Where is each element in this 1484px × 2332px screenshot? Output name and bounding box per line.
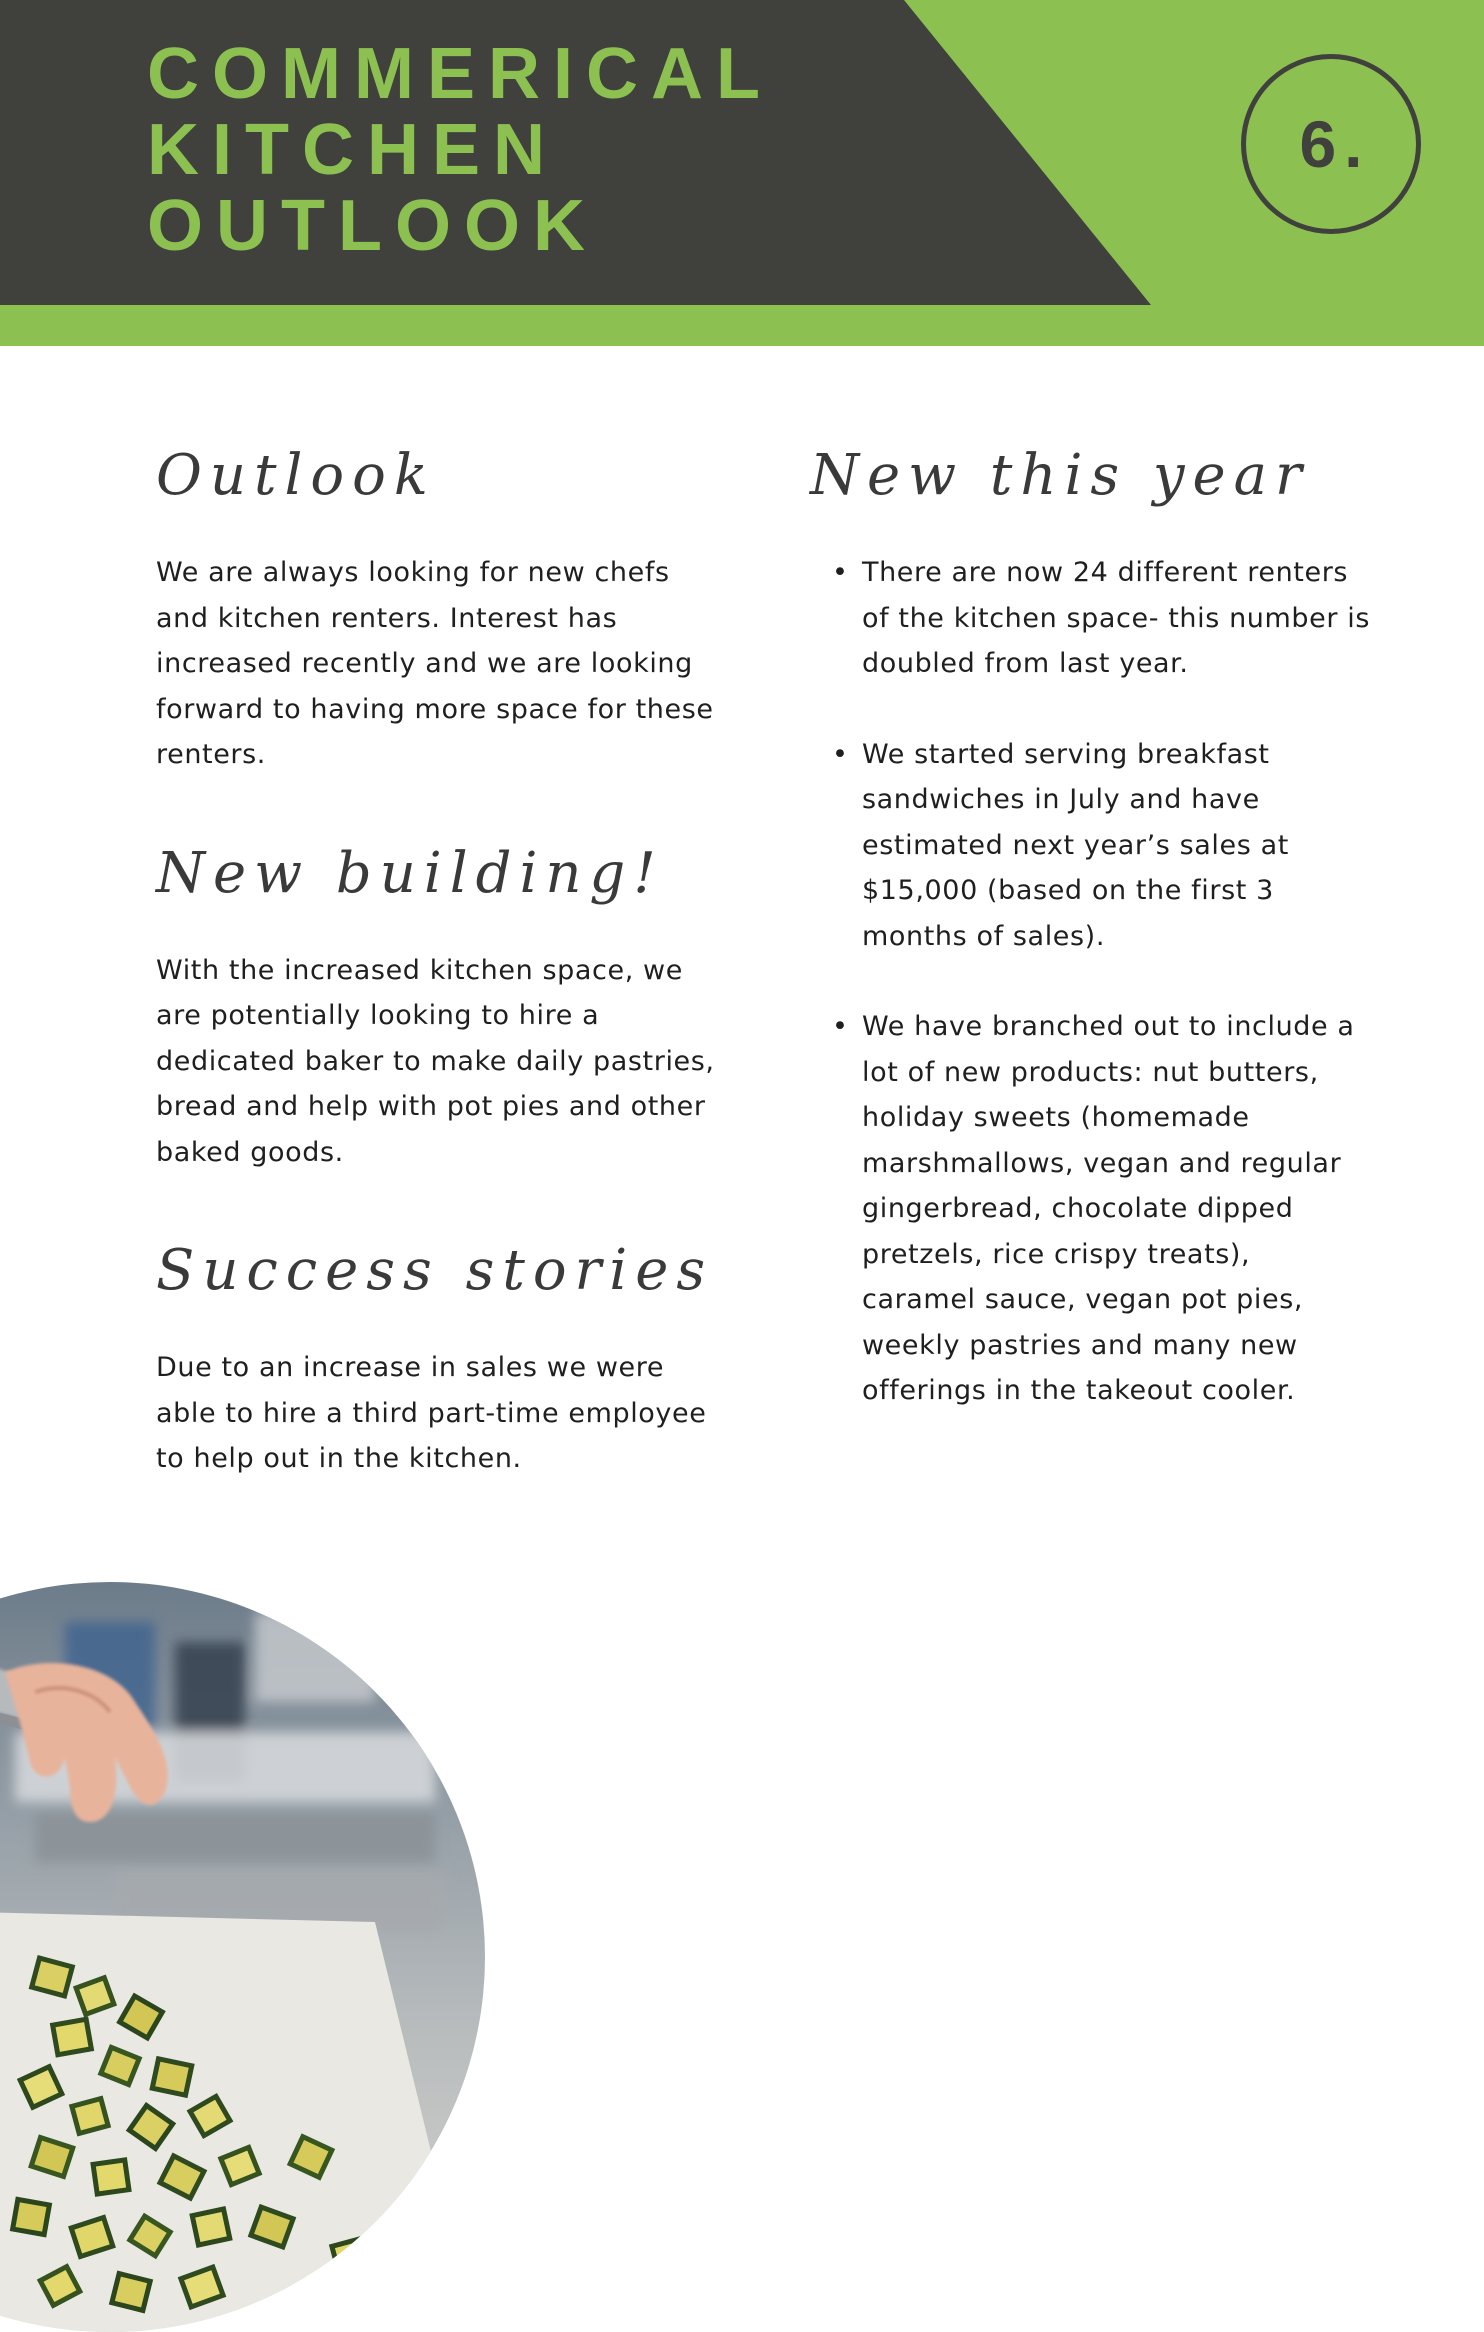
- outlook-text: We are always looking for new chefs and kitchen renters. Interest has increased recently and we are looking forward to having more space for these renters.: [156, 557, 714, 770]
- list-item: [810, 1004, 1370, 1414]
- list-item-text: There are now 24 different renters of the kitchen space- this number is doubled from last year.: [862, 557, 1370, 679]
- list-item-text: We have branched out to include a lot of new products: nut butters, holiday sweets (homemade marshmallows, vegan and regular gingerbread, chocolate dipped pretzels, rice crispy treats), caramel sauce, vegan pot pies, weekly pastries and many new offerings in the takeout cooler.: [862, 1011, 1355, 1406]
- section-new-building: [156, 838, 716, 1176]
- page-number: 6.: [1299, 107, 1371, 181]
- title-line-1: COMMERICAL: [147, 34, 773, 114]
- section-success-stories: [156, 1235, 716, 1482]
- bullet-icon: •: [832, 1011, 848, 1042]
- bullet-icon: •: [832, 738, 848, 770]
- bullet-icon: •: [832, 557, 848, 588]
- page-title: [147, 36, 773, 264]
- new-this-year-list: [810, 550, 1370, 1414]
- page-number-badge: [1241, 54, 1421, 234]
- outlook-heading: Outlook: [156, 443, 436, 508]
- title-line-2: KITCHEN: [147, 110, 558, 190]
- new-building-heading: New building!: [156, 840, 664, 906]
- new-building-text: With the increased kitchen space, we are potentially looking to hire a dedicated baker to make daily pastries, bread and help with pot pies and other baked goods.: [156, 954, 715, 1168]
- success-stories-heading: Success stories: [156, 1238, 714, 1303]
- success-stories-text: Due to an increase in sales we were able to hire a third part-time employee to help out in the kitchen.: [156, 1352, 707, 1474]
- left-column: [156, 440, 716, 1542]
- kitchen-photo-illustration: [0, 1582, 485, 2332]
- right-column: [810, 440, 1370, 1459]
- section-outlook: [156, 440, 716, 778]
- list-item-text: We started serving breakfast sandwiches in July and have estimated next year’s sales at $15,000 (based on the first 3 months of sales).: [862, 738, 1289, 952]
- list-item: [810, 550, 1370, 687]
- chef-chopping-zucchini-photo: [0, 1582, 485, 2332]
- list-item: [810, 732, 1370, 960]
- title-line-3: OUTLOOK: [147, 186, 598, 266]
- new-this-year-heading: New this year: [810, 443, 1310, 508]
